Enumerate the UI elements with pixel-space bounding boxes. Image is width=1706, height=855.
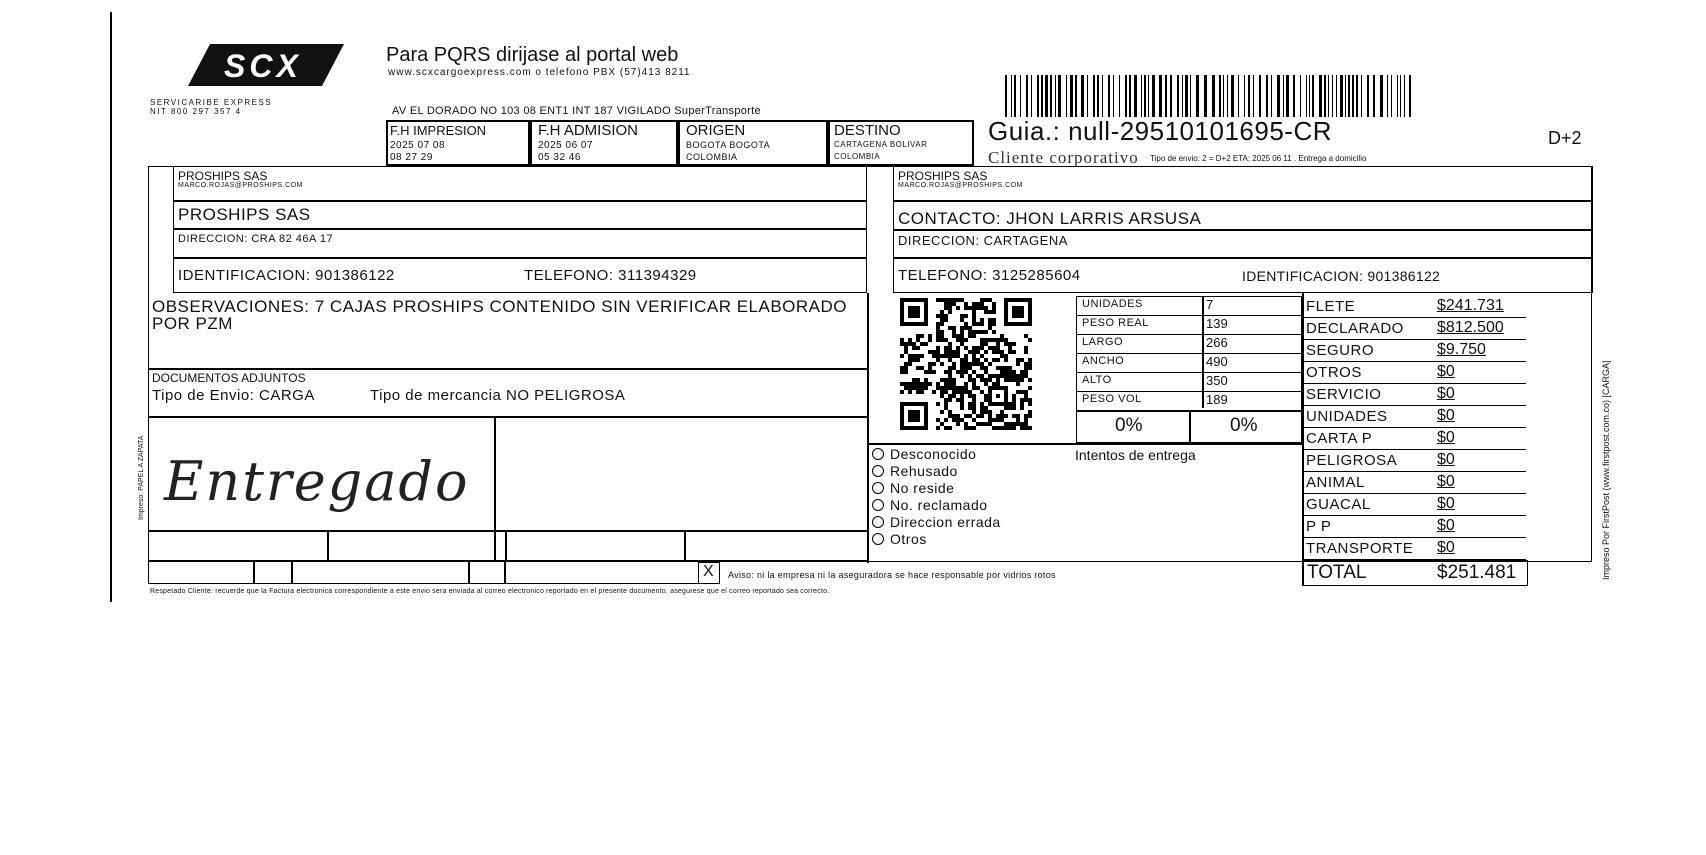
intentos-label: Intentos de entrega — [1075, 447, 1196, 463]
delivery-option[interactable] — [872, 497, 1001, 514]
charge-value: $0 — [1437, 385, 1455, 402]
footer-text: Respetado Cliente: recuerde que la Factura electronica correspondiente a este envio sera enviada al correo electronico reportado en el presente documento, asegurese que el correo reportado sea correcto. — [150, 588, 830, 595]
delivery-option-label: Rehusado — [890, 463, 958, 479]
documentos-label: DOCUMENTOS ADJUNTOS — [152, 371, 306, 385]
aviso-text: Aviso: ni la empresa ni la aseguradora se hace responsable por vidrios rotos — [728, 570, 1056, 580]
measure-label: PESO REAL — [1082, 317, 1149, 329]
tipo-mercancia: Tipo de mercancia NO PELIGROSA — [370, 387, 626, 404]
qr-code — [900, 298, 1032, 430]
delivery-option-label: Otros — [890, 531, 927, 547]
sender-name: PROSHIPS SAS — [178, 169, 268, 183]
radio-icon[interactable] — [872, 516, 884, 528]
charge-value: $0 — [1437, 495, 1455, 512]
radio-icon[interactable] — [872, 533, 884, 545]
company-name: SERVICARIBE EXPRESS — [150, 98, 273, 107]
barcode — [1005, 75, 1415, 117]
measure-label: ANCHO — [1082, 355, 1125, 367]
measure-value: 189 — [1206, 392, 1228, 407]
charge-label: SEGURO — [1306, 342, 1375, 359]
recipient-block — [893, 166, 1593, 293]
delivery-option[interactable] — [872, 463, 1001, 480]
measure-value: 350 — [1206, 373, 1228, 388]
delivery-option-label: Desconocido — [890, 446, 977, 462]
admision-label: F.H ADMISION — [538, 122, 639, 139]
logo-text: SCX — [224, 48, 302, 84]
cliente-label: Cliente corporativo — [988, 148, 1139, 167]
charge-value: $0 — [1437, 451, 1455, 468]
charge-label: CARTA P — [1306, 430, 1373, 447]
charge-value: $241.731 — [1437, 297, 1504, 314]
charge-label: PELIGROSA — [1306, 452, 1398, 469]
recipient-name: PROSHIPS SAS — [898, 169, 988, 183]
impresion-label: F.H IMPRESION — [390, 123, 487, 138]
charge-label: UNIDADES — [1306, 408, 1388, 425]
total-row — [1302, 560, 1528, 586]
measure-label: PESO VOL — [1082, 393, 1142, 405]
delivery-option-label: No reside — [890, 480, 955, 496]
percent-2: 0% — [1230, 415, 1258, 436]
recipient-phone: TELEFONO: 3125285604 — [898, 267, 1081, 284]
signature — [160, 440, 490, 520]
destino-country: COLOMBIA — [834, 152, 881, 161]
radio-icon[interactable] — [872, 448, 884, 460]
origen-country: COLOMBIA — [686, 152, 738, 162]
origen-city: BOGOTA BOGOTA — [686, 140, 771, 150]
radio-icon[interactable] — [872, 482, 884, 494]
margin-line — [110, 12, 112, 602]
impresion-box — [386, 120, 530, 166]
radio-icon[interactable] — [872, 465, 884, 477]
measure-value: 266 — [1206, 335, 1228, 350]
charge-value: $0 — [1437, 429, 1455, 446]
company-nit: NIT 800 297 357 4 — [150, 107, 242, 116]
measure-row — [1078, 354, 1268, 371]
origen-label: ORIGEN — [686, 122, 746, 139]
qr-graphic — [900, 298, 1032, 430]
charge-row — [1302, 318, 1526, 340]
charge-label: OTROS — [1306, 364, 1362, 381]
charge-row — [1302, 296, 1526, 318]
charge-value: $0 — [1437, 517, 1455, 534]
charge-row — [1302, 538, 1526, 560]
charge-label: SERVICIO — [1306, 386, 1382, 403]
sender-email: MARCO.ROJAS@PROSHIPS.COM — [178, 182, 303, 189]
measure-label: ALTO — [1082, 374, 1112, 386]
radio-icon[interactable] — [872, 499, 884, 511]
measure-row — [1078, 392, 1268, 409]
logo-graphic — [188, 44, 344, 86]
charge-row — [1302, 428, 1526, 450]
delivery-option[interactable] — [872, 514, 1001, 531]
delivery-option[interactable] — [872, 531, 1001, 548]
destino-box — [828, 120, 974, 166]
sender-id: IDENTIFICACION: 901386122 — [178, 267, 395, 284]
measure-label: UNIDADES — [1082, 298, 1143, 310]
address-line: AV EL DORADO NO 103 08 ENT1 INT 187 VIGILADO SuperTransporte — [392, 105, 761, 117]
measure-value: 490 — [1206, 354, 1228, 369]
charge-value: $0 — [1437, 473, 1455, 490]
charge-label: P P — [1306, 518, 1332, 535]
impresion-time: 08 27 29 — [390, 152, 433, 163]
charge-value: $0 — [1437, 363, 1455, 380]
pqrs-title: Para PQRS dirijase al portal web — [386, 44, 679, 66]
signature-graphic — [160, 440, 490, 520]
charge-row — [1302, 406, 1526, 428]
delivery-option[interactable] — [872, 446, 1001, 463]
aviso-checkbox — [698, 562, 720, 584]
total-value: $251.481 — [1437, 562, 1517, 583]
charge-label: DECLARADO — [1306, 320, 1404, 337]
sender-phone: TELEFONO: 311394329 — [524, 267, 697, 284]
side-text-right: Impreso Por FirstPost (www.firstpost.com.co) [CARGA] — [1601, 360, 1611, 580]
pqrs-contact: www.scxcargoexpress.com o telefono PBX (57)413 8211 — [388, 67, 691, 78]
delivery-options — [872, 446, 1001, 548]
recipient-email: MARCO.ROJAS@PROSHIPS.COM — [898, 182, 1023, 189]
impresion-date: 2025 07 08 — [390, 140, 446, 151]
charge-label: GUACAL — [1306, 496, 1371, 513]
recipient-id: IDENTIFICACION: 901386122 — [1242, 268, 1441, 284]
destino-label: DESTINO — [834, 122, 901, 139]
total-label: TOTAL — [1307, 562, 1367, 583]
service-note: Tipo de envio: 2 = D+2 ETA: 2025 06 11 . Entrega a domicilio — [1150, 154, 1367, 163]
charge-value: $9.750 — [1437, 341, 1486, 358]
charge-value: $0 — [1437, 407, 1455, 424]
admision-time: 05 32 46 — [538, 152, 581, 163]
admision-box — [530, 120, 678, 166]
delivery-option[interactable] — [872, 480, 1001, 497]
charge-label: FLETE — [1306, 298, 1356, 315]
measure-row — [1078, 297, 1268, 314]
charge-label: TRANSPORTE — [1306, 540, 1414, 557]
admision-date: 2025 06 07 — [538, 140, 594, 151]
aviso-mark: X — [703, 563, 714, 580]
measure-value: 7 — [1206, 297, 1214, 312]
recipient-contact: CONTACTO: JHON LARRIS ARSUSA — [898, 209, 1202, 228]
guia-number: Guia.: null-29510101695-CR — [988, 116, 1332, 146]
measure-row — [1078, 316, 1268, 333]
signature-text: Entregado — [164, 450, 470, 513]
charge-row — [1302, 516, 1526, 538]
percent-1: 0% — [1115, 415, 1143, 436]
measure-row — [1078, 373, 1268, 390]
measure-value: 139 — [1206, 316, 1228, 331]
tipo-envio: Tipo de Envio: CARGA — [152, 387, 315, 404]
service-code: D+2 — [1548, 128, 1582, 148]
origen-box — [678, 120, 828, 166]
side-text-left: Impreso: PAPEL A ZAPATA — [138, 435, 145, 520]
measure-row — [1078, 335, 1268, 352]
charge-row — [1302, 450, 1526, 472]
delivery-option-label: Direccion errada — [890, 514, 1001, 530]
sender-address: DIRECCION: CRA 82 46A 17 — [178, 233, 334, 245]
charge-value: $0 — [1437, 539, 1455, 556]
recipient-address: DIRECCION: CARTAGENA — [898, 233, 1068, 248]
destino-city: CARTAGENA BOLIVAR — [834, 140, 928, 149]
sender-block — [173, 166, 867, 293]
charge-row — [1302, 472, 1526, 494]
charge-row — [1302, 340, 1526, 362]
charge-row — [1302, 494, 1526, 516]
measure-label: LARGO — [1082, 336, 1124, 348]
charge-value: $812.500 — [1437, 319, 1504, 336]
sender-name2: PROSHIPS SAS — [178, 205, 311, 224]
observaciones: OBSERVACIONES: 7 CAJAS PROSHIPS CONTENIDO SIN VERIFICAR ELABORADO POR PZM — [152, 297, 848, 333]
barcode-graphic — [1005, 75, 1415, 117]
delivery-option-label: No. reclamado — [890, 497, 988, 513]
company-logo — [188, 44, 344, 86]
charge-row — [1302, 384, 1526, 406]
charge-row — [1302, 362, 1526, 384]
charge-label: ANIMAL — [1306, 474, 1365, 491]
